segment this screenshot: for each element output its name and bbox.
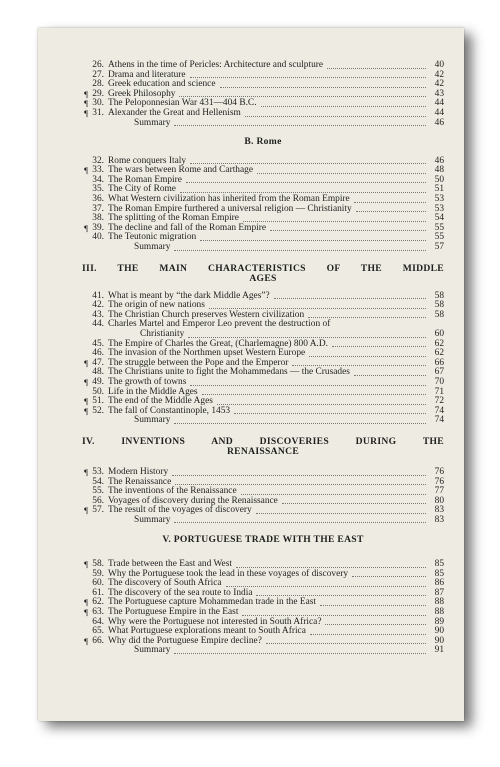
- toc-section-portuguese-trade: [82, 560, 444, 656]
- entry-number: 56.: [92, 495, 104, 506]
- dot-leader: [309, 356, 426, 357]
- entry-number: 51.: [92, 396, 104, 407]
- entry-number: 26.: [92, 60, 104, 70]
- entry-number: 33.: [92, 165, 104, 176]
- entry-title: The City of Rome: [108, 184, 176, 195]
- entry-title: The discovery of South Africa: [108, 578, 222, 589]
- entry-title: Summary: [134, 117, 171, 128]
- pilcrow-mark: ¶: [84, 558, 88, 569]
- dot-leader: [270, 230, 426, 231]
- entry-title: The struggle between the Pope and the Emperor: [108, 357, 289, 368]
- entry-number: 58.: [92, 558, 104, 569]
- pilcrow-mark: ¶: [84, 165, 88, 176]
- dot-leader: [190, 163, 426, 164]
- pilcrow-mark: ¶: [84, 505, 88, 516]
- entry-title: The fall of Constantinople, 1453: [108, 405, 231, 416]
- entry-number: 65.: [92, 626, 104, 637]
- page-number: 88: [434, 597, 444, 608]
- entry-title: The Roman Empire furthered a universal religion — Christianity: [108, 203, 352, 214]
- entry-title: The Christians unite to fight the Mohammedans — the Crusades: [108, 367, 350, 378]
- dot-leader: [257, 173, 426, 174]
- page-number: 85: [434, 558, 444, 569]
- dot-leader: [174, 250, 426, 251]
- entry-number: 66.: [92, 635, 104, 646]
- page-number: 74: [434, 405, 444, 416]
- page-number: 57: [434, 242, 444, 252]
- entry-title: The splitting of the Roman Empire: [108, 213, 239, 224]
- entry-title: The end of the Middle Ages: [108, 396, 213, 407]
- pilcrow-mark: ¶: [84, 107, 88, 118]
- entry-title: What is meant by “the dark Middle Ages”?: [108, 290, 270, 301]
- dot-leader: [241, 494, 426, 495]
- entry-number: 49.: [92, 376, 104, 387]
- page-number: 48: [434, 165, 444, 176]
- entry-number: 62.: [92, 597, 104, 608]
- toc-section-renaissance: [82, 468, 444, 526]
- entry-title: Charles Martel and Emperor Leo prevent the destruction of: [108, 319, 331, 330]
- page-number: 76: [434, 466, 444, 477]
- entry-number: 31.: [92, 107, 104, 118]
- entry-title: The wars between Rome and Carthage: [108, 165, 253, 176]
- dot-leader: [261, 106, 426, 107]
- pilcrow-mark: ¶: [84, 88, 88, 99]
- entry-number: 64.: [92, 616, 104, 627]
- entry-number: 32.: [92, 155, 104, 166]
- dot-leader: [242, 615, 426, 616]
- entry-title: Athens in the time of Pericles: Architecture and sculpture: [108, 60, 324, 70]
- dot-leader: [220, 87, 427, 88]
- entry-title: The inventions of the Renaissance: [108, 486, 237, 497]
- entry-title: The Empire of Charles the Great, (Charlemagne) 800 A.D.: [108, 338, 328, 349]
- dot-leader: [226, 586, 426, 587]
- pilcrow-mark: ¶: [84, 405, 88, 416]
- entry-title: Life in the Middle Ages: [108, 386, 198, 397]
- entry-title: Greek Philosophy: [108, 88, 176, 99]
- entry-title: Why did the Portuguese Empire decline?: [108, 635, 262, 646]
- dot-leader: [202, 394, 426, 395]
- dot-leader: [217, 404, 426, 405]
- pilcrow-mark: ¶: [84, 222, 88, 233]
- entry-number: 35.: [92, 184, 104, 195]
- entry-title: Why were the Portuguese not interested in South Africa?: [108, 616, 322, 627]
- entry-number: 37.: [92, 203, 104, 214]
- section-heading-renaissance: [82, 437, 444, 458]
- page-number: 55: [434, 232, 444, 243]
- pilcrow-mark: ¶: [84, 396, 88, 407]
- dot-leader: [352, 576, 426, 577]
- entry-title: Voyages of discovery during the Renaissance: [108, 495, 278, 506]
- dot-leader: [174, 653, 426, 654]
- page-number: 60: [434, 328, 444, 339]
- page-number: 70: [434, 376, 444, 387]
- entry-number: 30.: [92, 98, 104, 109]
- entry-title: The Portuguese Empire in the East: [108, 606, 239, 617]
- dot-leader: [174, 125, 426, 126]
- page-number: 40: [434, 60, 444, 70]
- dot-leader: [332, 346, 426, 347]
- page-number: 89: [434, 616, 444, 627]
- entry-title: The Teutonic migration: [108, 232, 197, 243]
- entry-title: Trade between the East and West: [108, 558, 232, 569]
- entry-title: Christianity: [140, 328, 185, 339]
- entry-title: The invasion of the Northmen upset Western Europe: [108, 348, 306, 359]
- dot-leader: [188, 337, 426, 338]
- page-number: 54: [434, 213, 444, 224]
- entry-number: 43.: [92, 309, 104, 320]
- pilcrow-mark: ¶: [84, 357, 88, 368]
- dot-leader: [174, 522, 426, 523]
- entry-title: The origin of new nations: [108, 300, 205, 311]
- dot-leader: [356, 211, 426, 212]
- section-heading-line: AGES: [249, 273, 277, 285]
- entry-number: 63.: [92, 606, 104, 617]
- dot-leader: [354, 202, 426, 203]
- page-number: 71: [434, 386, 444, 397]
- toc-section-rome: [82, 157, 444, 253]
- entry-number: 50.: [92, 386, 104, 397]
- dot-leader: [174, 423, 426, 424]
- pilcrow-mark: ¶: [84, 376, 88, 387]
- page-number: 85: [434, 568, 444, 579]
- page-number: 67: [434, 367, 444, 378]
- pilcrow-mark: ¶: [84, 597, 88, 608]
- dot-leader: [209, 308, 426, 309]
- dot-leader: [310, 634, 426, 635]
- dot-leader: [186, 182, 426, 183]
- entry-number: 60.: [92, 578, 104, 589]
- entry-title: The Peloponnesian War 431—404 B.C.: [108, 98, 257, 109]
- page-number: 90: [434, 626, 444, 637]
- page-number: 80: [434, 495, 444, 506]
- entry-number: 29.: [92, 88, 104, 99]
- dot-leader: [236, 567, 426, 568]
- entry-title: Drama and literature: [108, 69, 186, 80]
- page-number: 90: [434, 635, 444, 646]
- entry-number: 46.: [92, 348, 104, 359]
- entry-number: 52.: [92, 405, 104, 416]
- page-number: 88: [434, 606, 444, 617]
- entry-title: Why the Portuguese took the lead in these voyages of discovery: [108, 568, 349, 579]
- toc-entry: [82, 243, 444, 253]
- dot-leader: [325, 624, 426, 625]
- toc-entry: [82, 119, 444, 129]
- toc-section-middle-ages: [82, 292, 444, 426]
- entry-number: 42.: [92, 300, 104, 311]
- dot-leader: [245, 116, 426, 117]
- section-heading-line: IV. INVENTIONS AND DISCOVERIES DURING THE: [82, 435, 444, 447]
- page-number: 44: [434, 107, 444, 118]
- entry-number: 53.: [92, 466, 104, 477]
- section-heading-rome: B. Rome: [244, 136, 282, 148]
- entry-title: Rome conquers Italy: [108, 155, 187, 166]
- page-number: 76: [434, 476, 444, 487]
- entry-number: 34.: [92, 174, 104, 185]
- page-number: 44: [434, 98, 444, 109]
- entry-number: 41.: [92, 290, 104, 301]
- entry-title: Summary: [134, 242, 171, 252]
- page-number: 74: [434, 415, 444, 426]
- entry-title: The discovery of the sea route to India: [108, 587, 253, 598]
- dot-leader: [354, 375, 426, 376]
- dot-leader: [256, 513, 426, 514]
- page-number: 42: [434, 69, 444, 80]
- entry-number: 57.: [92, 505, 104, 516]
- entry-title: What Western civilization has inherited from the Roman Empire: [108, 194, 350, 205]
- entry-title: What Portuguese explorations meant to South Africa: [108, 626, 306, 637]
- dot-leader: [282, 503, 426, 504]
- entry-title: Greek education and science: [108, 79, 216, 90]
- entry-number: 28.: [92, 79, 104, 90]
- entry-title: Summary: [134, 415, 171, 426]
- pilcrow-mark: ¶: [84, 466, 88, 477]
- entry-number: 48.: [92, 367, 104, 378]
- toc-section-greece: [82, 61, 444, 128]
- entry-number: 45.: [92, 338, 104, 349]
- entry-number: 36.: [92, 194, 104, 205]
- page-number: 87: [434, 587, 444, 598]
- page-number: 58: [434, 300, 444, 311]
- page-number: 58: [434, 309, 444, 320]
- page-number: 83: [434, 505, 444, 516]
- page-number: 66: [434, 357, 444, 368]
- entry-number: 54.: [92, 476, 104, 487]
- entry-number: 55.: [92, 486, 104, 497]
- document-page: [38, 28, 464, 721]
- entry-title: The result of the voyages of discovery: [108, 505, 252, 516]
- dot-leader: [175, 484, 426, 485]
- page-number: 46: [434, 117, 444, 128]
- section-heading-portuguese-trade: V. PORTUGUESE TRADE WITH THE EAST: [162, 534, 364, 546]
- toc-entry: [82, 416, 444, 426]
- pilcrow-mark: ¶: [84, 635, 88, 646]
- page-number: 91: [434, 645, 444, 656]
- page-number: 55: [434, 222, 444, 233]
- entry-title: The Renaissance: [108, 476, 172, 487]
- entry-number: 38.: [92, 213, 104, 224]
- dot-leader: [190, 385, 426, 386]
- dot-leader: [266, 643, 426, 644]
- page-number: 83: [434, 514, 444, 525]
- dot-leader: [256, 595, 426, 596]
- toc-entry: [82, 646, 444, 656]
- page-number: 77: [434, 486, 444, 497]
- entry-number: 39.: [92, 222, 104, 233]
- entry-title: Summary: [134, 645, 171, 656]
- page-number: 42: [434, 79, 444, 90]
- dot-leader: [320, 605, 426, 606]
- page-number: 86: [434, 578, 444, 589]
- entry-number: 59.: [92, 568, 104, 579]
- page-number: 50: [434, 174, 444, 185]
- dot-leader: [200, 240, 426, 241]
- entry-title: The Roman Empire: [108, 174, 182, 185]
- entry-title: Alexander the Great and Hellenism: [108, 107, 241, 118]
- page-number: 51: [434, 184, 444, 195]
- dot-leader: [190, 77, 426, 78]
- page-number: 58: [434, 290, 444, 301]
- entry-title: The growth of towns: [108, 376, 187, 387]
- entry-title: Summary: [134, 514, 171, 525]
- entry-number: 47.: [92, 357, 104, 368]
- page-number: 43: [434, 88, 444, 99]
- dot-leader: [243, 221, 426, 222]
- page-number: 53: [434, 203, 444, 214]
- entry-number: 27.: [92, 69, 104, 80]
- section-heading-middle-ages: [82, 264, 444, 285]
- dot-leader: [327, 68, 426, 69]
- pilcrow-mark: ¶: [84, 606, 88, 617]
- dot-leader: [172, 475, 426, 476]
- section-heading-line: RENAISSANCE: [226, 446, 300, 458]
- entry-title: The Christian Church preserves Western civilization: [108, 309, 305, 320]
- dot-leader: [274, 298, 426, 299]
- page-number: 72: [434, 396, 444, 407]
- entry-title: Modern History: [108, 466, 169, 477]
- entry-number: 44.: [92, 319, 104, 330]
- pilcrow-mark: ¶: [84, 98, 88, 109]
- page-number: 46: [434, 155, 444, 166]
- entry-number: 61.: [92, 587, 104, 598]
- table-of-contents: [82, 61, 444, 656]
- entry-title: The decline and fall of the Roman Empire: [108, 222, 267, 233]
- dot-leader: [234, 413, 426, 414]
- section-heading-line: III. THE MAIN CHARACTERISTICS OF THE MIDDLE: [82, 262, 444, 274]
- entry-title: The Portuguese capture Mohammedan trade in the East: [108, 597, 317, 608]
- page-number: 53: [434, 194, 444, 205]
- dot-leader: [179, 96, 426, 97]
- dot-leader: [180, 192, 426, 193]
- page-number: 62: [434, 348, 444, 359]
- toc-entry: [82, 516, 444, 526]
- page-number: 62: [434, 338, 444, 349]
- entry-number: 40.: [92, 232, 104, 243]
- toc-entry: [82, 320, 444, 330]
